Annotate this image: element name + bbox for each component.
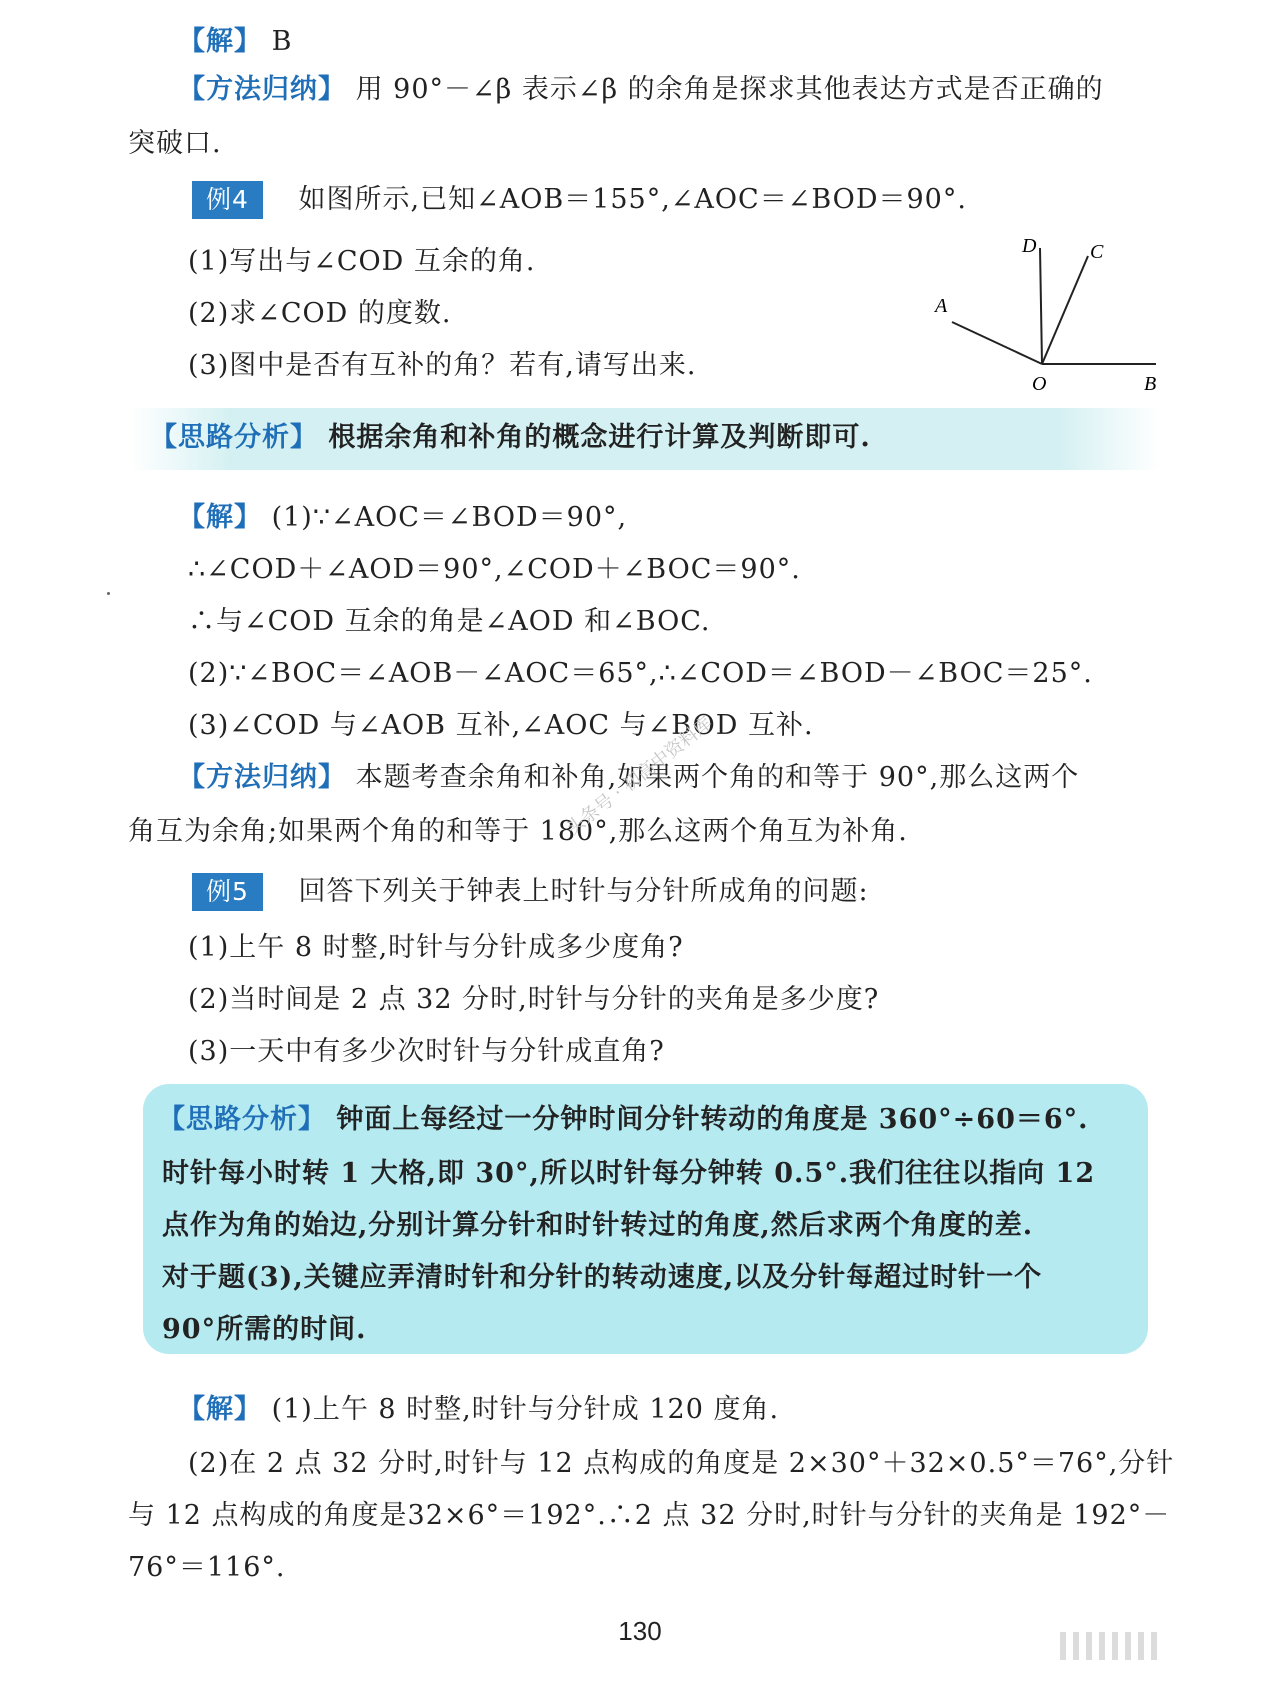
watermark: 头条号 · 初高中资料库 [562,712,717,840]
example-5-label: 例5 [192,873,263,911]
analysis-line [150,418,871,458]
scan-barcode-mark [1060,1632,1164,1664]
solution-4-line3: ∴与∠COD 互余的角是∠AOD 和∠BOC. [188,606,711,637]
label-o: O [1032,373,1047,395]
solution-tag: 【解】 [178,502,262,533]
solution-5-line2: (2)在 2 点 32 分时,时针与 12 点构成的角度是 2×30°＋32×0.5°＝76°,分针 [188,1448,1175,1479]
example-5-q3: (3)一天中有多少次时针与分针成直角? [188,1036,665,1067]
solution-4-text1: (1)∵∠AOC＝∠BOD＝90°, [271,502,628,533]
solution-4-line1 [178,498,627,538]
analysis-2-line1 [158,1100,1089,1140]
solution-4-line5: (3)∠COD 与∠AOB 互补,∠AOC 与∠BOD 互补. [188,710,814,741]
method-summary-tag: 【方法归纳】 [178,74,346,105]
analysis-text: 根据余角和补角的概念进行计算及判断即可. [328,422,871,453]
example-4-text: 如图所示,已知∠AOB＝155°,∠AOC＝∠BOD＝90°. [298,184,967,215]
analysis-2-line3: 点作为角的始边,分别计算分针和时针转过的角度,然后求两个角度的差. [162,1210,1034,1241]
angle-diagram [930,232,1170,402]
solution-tag: 【解】 [178,1394,262,1425]
label-c: C [1090,241,1104,263]
analysis-2-line5: 90°所需的时间. [162,1314,367,1345]
solution-tag: 【解】 [178,26,262,57]
example-4-heading [192,180,967,220]
method-summary-text: 用 90°－∠β 表示∠β 的余角是探求其他表达方式是否正确的 [355,74,1104,105]
label-d: D [1022,235,1037,257]
scan-dot [107,592,110,595]
solution-5-line3: 与 12 点构成的角度是32×6°＝192°.∴2 点 32 分时,时针与分针的夹角是 192°－ [128,1500,1171,1531]
example-4-q2: (2)求∠COD 的度数. [188,298,452,329]
label-b: B [1144,373,1157,395]
analysis-2-line4: 对于题(3),关键应弄清时针和分针的转动速度,以及分针每超过时针一个 [162,1262,1043,1293]
analysis-tag: 【思路分析】 [150,422,318,453]
ray-oa [952,322,1042,364]
solution-4-line2: ∴∠COD＋∠AOD＝90°,∠COD＋∠BOC＝90°. [188,554,801,585]
example-4-label: 例4 [192,181,263,219]
method-summary-2-cont: 角互为余角;如果两个角的和等于 180°,那么这两个角互为补角. [128,816,908,847]
solution-5-text1: (1)上午 8 时整,时针与分针成 120 度角. [271,1394,780,1425]
example-4-q3: (3)图中是否有互补的角？若有,请写出来. [188,350,697,381]
ray-oc [1042,256,1088,364]
example-5-q1: (1)上午 8 时整,时针与分针成多少度角? [188,932,684,963]
example-5-q2: (2)当时间是 2 点 32 分时,时针与分针的夹角是多少度? [188,984,880,1015]
example-5-text: 回答下列关于钟表上时针与分针所成角的问题: [298,876,869,907]
example-4-q1: (1)写出与∠COD 互余的角. [188,246,536,277]
method-summary-line [178,70,1104,110]
page-number: 130 [618,1616,662,1646]
solution-5-line1 [178,1390,779,1430]
method-summary-2-text: 本题考查余角和补角,如果两个角的和等于 90°,那么这两个 [355,762,1080,793]
solution-5-line4: 76°＝116°. [128,1552,286,1583]
solution-line [178,22,292,62]
analysis-2-text1: 钟面上每经过一分钟时间分针转动的角度是 360°÷60＝6°. [336,1104,1089,1135]
method-summary-cont: 突破口. [128,128,222,159]
analysis-2-line2: 时针每小时转 1 大格,即 30°,所以时针每分钟转 0.5°.我们往往以指向 12 [162,1158,1096,1189]
example-5-heading [192,872,869,912]
ray-od [1040,248,1042,364]
label-a: A [935,295,948,317]
solution-answer: B [271,26,293,57]
analysis-tag: 【思路分析】 [158,1104,326,1135]
method-summary-tag: 【方法归纳】 [178,762,346,793]
solution-4-line4: (2)∵∠BOC＝∠AOB－∠AOC＝65°,∴∠COD＝∠BOD－∠BOC＝25°. [188,658,1093,689]
